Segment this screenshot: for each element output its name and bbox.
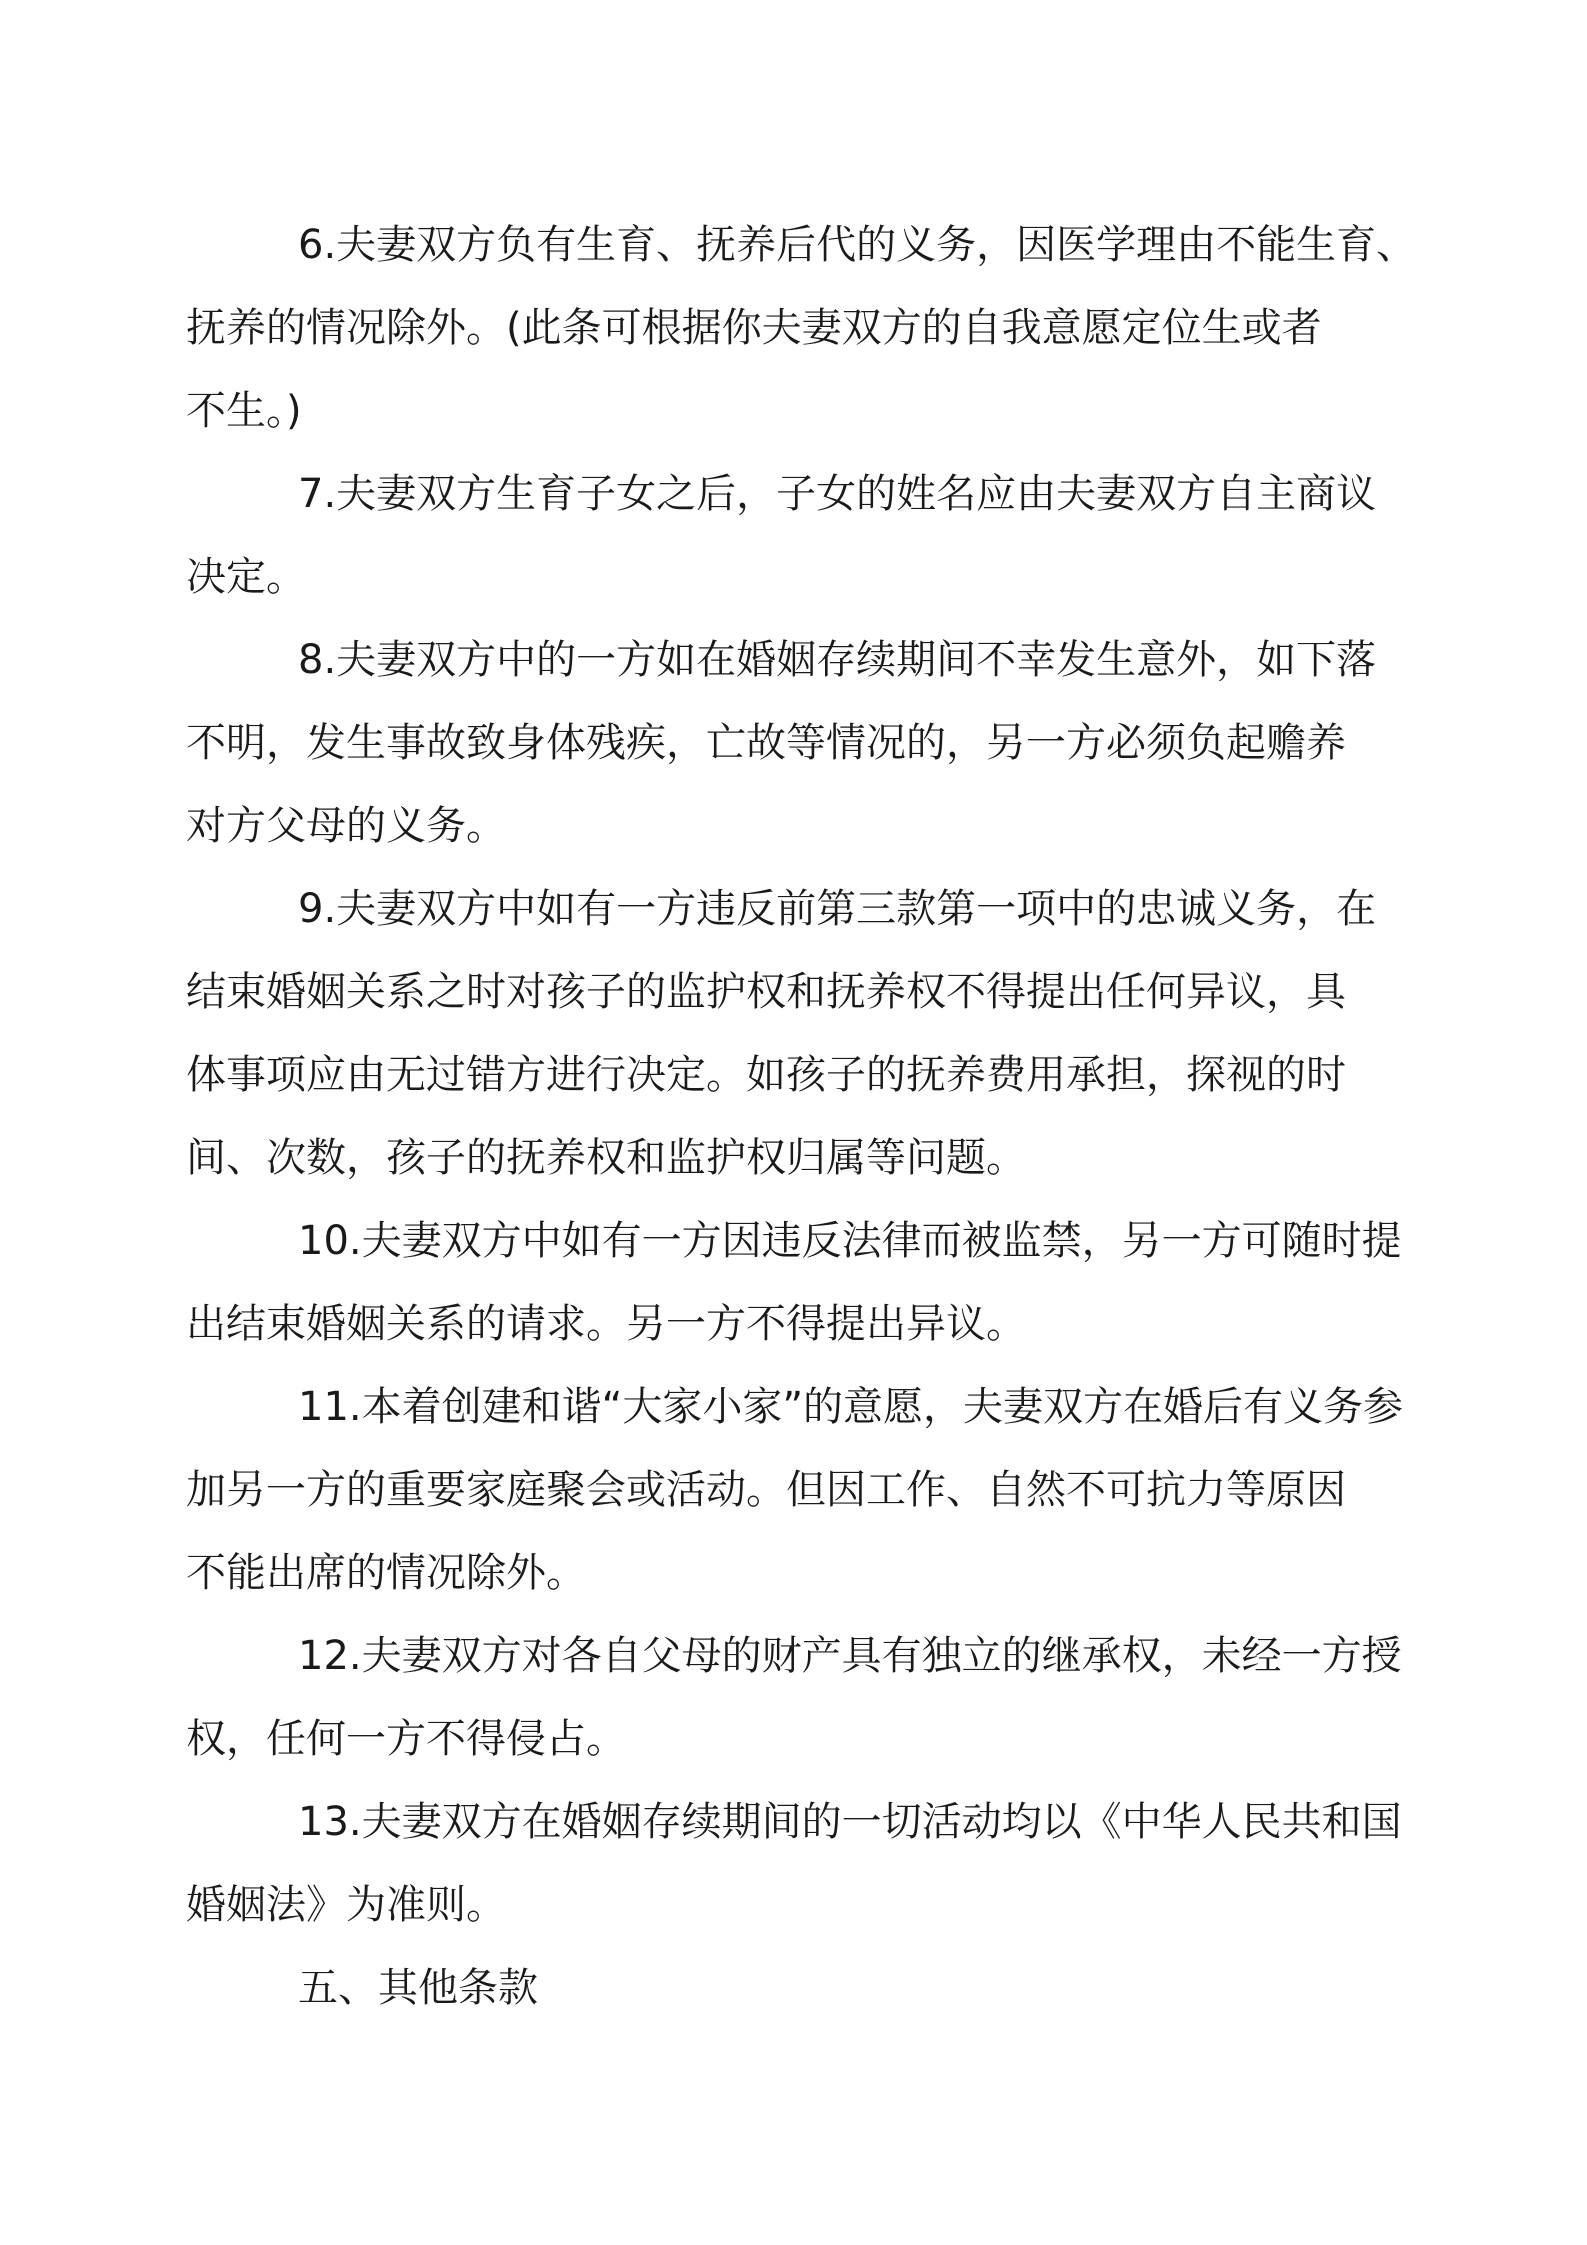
text-line: 体事项应由无过错方进行决定。如孩子的抚养费用承担，探视的时 [186, 1052, 1346, 1098]
section-heading: 五、其他条款 [298, 1965, 538, 2011]
text-line: 12.夫妻双方对各自父母的财产具有独立的继承权，未经一方授 [298, 1633, 1402, 1679]
text-line: 间、次数，孩子的抚养权和监护权归属等问题。 [186, 1135, 1026, 1181]
text-line: 10.夫妻双方中如有一方因违反法律而被监禁，另一方可随时提 [298, 1218, 1402, 1264]
clause-12 [186, 1615, 1402, 1781]
clause-8 [186, 619, 1377, 868]
clause-13 [186, 1781, 1402, 1947]
text-line: 权，任何一方不得侵占。 [186, 1716, 626, 1762]
text-line: 出结束婚姻关系的请求。另一方不得提出异议。 [186, 1301, 1026, 1347]
clause-7 [186, 453, 1377, 619]
clause-11 [186, 1366, 1404, 1615]
text-line: 抚养的情况除外。(此条可根据你夫妻双方的自我意愿定位生或者 [186, 305, 1322, 351]
clause-6 [186, 204, 1417, 453]
text-line: 13.夫妻双方在婚姻存续期间的一切活动均以《中华人民共和国 [298, 1799, 1402, 1845]
text-line: 对方父母的义务。 [186, 803, 506, 849]
document-body [186, 204, 1417, 2030]
text-line: 6.夫妻双方负有生育、抚养后代的义务，因医学理由不能生育、 [298, 222, 1417, 268]
text-line: 不生。) [186, 388, 302, 434]
clause-9 [186, 868, 1377, 1200]
clause-10 [186, 1200, 1402, 1366]
text-line: 加另一方的重要家庭聚会或活动。但因工作、自然不可抗力等原因 [186, 1467, 1346, 1513]
text-line: 不能出席的情况除外。 [186, 1550, 586, 1596]
text-line: 不明，发生事故致身体残疾，亡故等情况的，另一方必须负起赡养 [186, 720, 1346, 766]
text-line: 婚姻法》为准则。 [186, 1882, 506, 1928]
section-heading-other-clauses [242, 1947, 1358, 2030]
text-line: 9.夫妻双方中如有一方违反前第三款第一项中的忠诚义务，在 [298, 886, 1377, 932]
text-line: 决定。 [186, 554, 306, 600]
text-line: 结束婚姻关系之时对孩子的监护权和抚养权不得提出任何异议，具 [186, 969, 1346, 1015]
text-line: 11.本着创建和谐“大家小家”的意愿，夫妻双方在婚后有义务参 [298, 1384, 1404, 1430]
text-line: 8.夫妻双方中的一方如在婚姻存续期间不幸发生意外，如下落 [298, 637, 1377, 683]
text-line: 7.夫妻双方生育子女之后，子女的姓名应由夫妻双方自主商议 [298, 471, 1377, 517]
